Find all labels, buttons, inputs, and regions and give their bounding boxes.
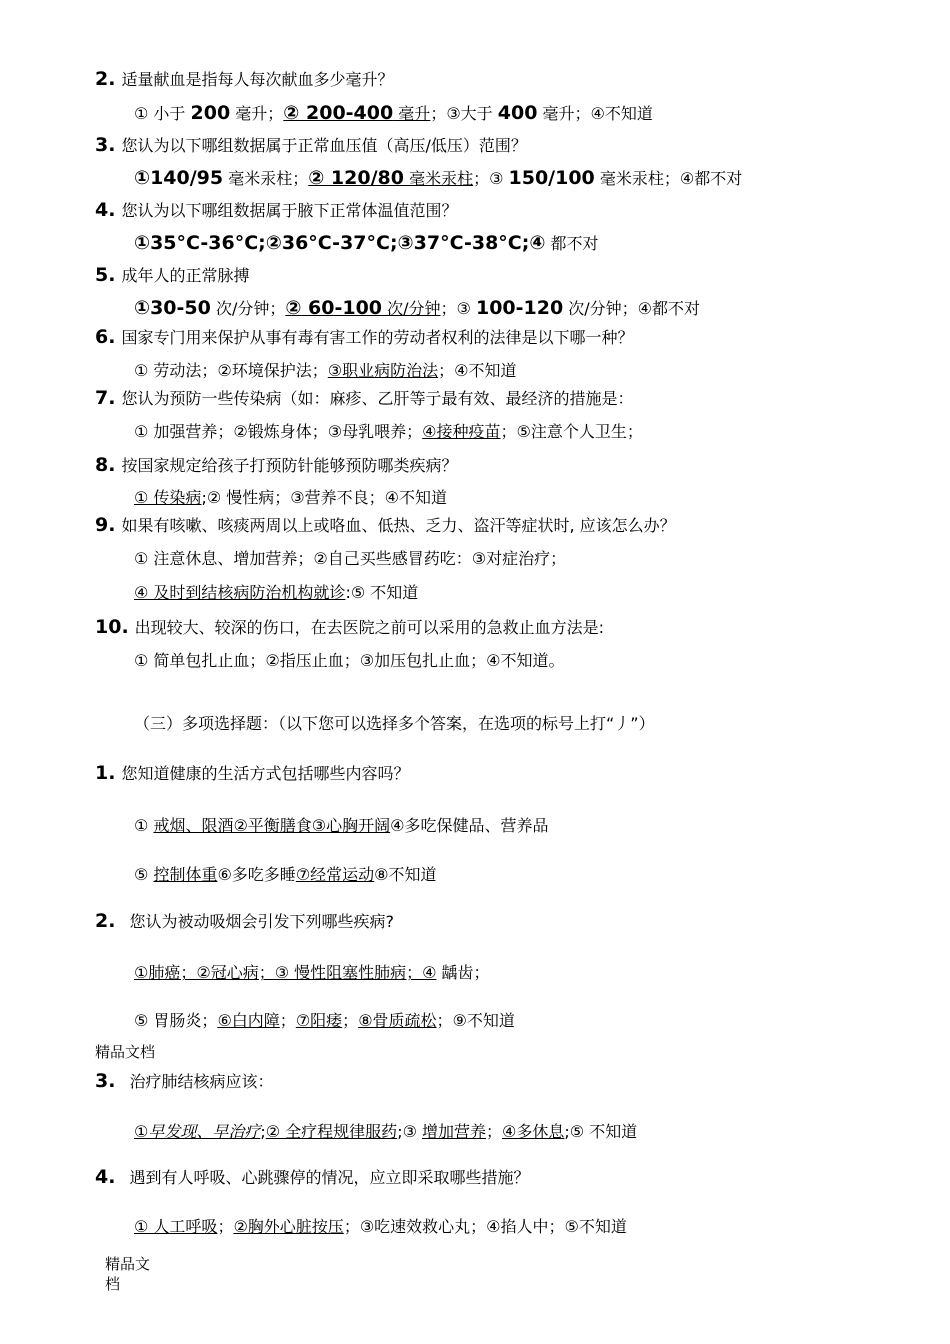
question-4: 4. 您认为以下哪组数据属于腋下正常体温值范围？ (95, 199, 458, 221)
question-10: 10. 出现较大、较深的伤口，在去医院之前可以采用的急救止血方法是: (95, 616, 605, 638)
question-3: 3. 您认为以下哪组数据属于正常血压值（高压/低压）范围？ (95, 134, 527, 156)
question-7: 7. 您认为预防一些传染病（如：麻疹、乙肝等亍最有效、最经济的措施是： (95, 387, 634, 409)
section-heading: （三）多项选择题：（以下您可以选择多个答案，在选项的标号上打“丿”） (134, 714, 655, 733)
mc-options-q3: ①早发现、早治疗;② 全疗程规律服药;③ 增加营养；④多休息;⑤ 不知道 (134, 1122, 638, 1141)
question-2: 2. 适量献血是指每人每次献血多少毫升？ (95, 68, 394, 90)
mc-question-1: 1. 您知道健康的生活方式包括哪些内容吗？ (95, 762, 410, 784)
question-5: 5. 成年人的正常脉搏 (95, 264, 250, 286)
mc-options-q1-line2: ⑤ 控制体重⑥多吃多睡⑦经常运动⑧不知道 (134, 865, 437, 884)
mc-options-q2-line1: ①肺癌；②冠心病；③ 慢性阻塞性肺病；④ 龋齿； (134, 963, 490, 982)
options-q9-line2: ④ 及时到结核病防治机构就诊:⑤ 不知道 (134, 583, 419, 602)
mc-options-q2-line2: ⑤ 胃肠炎；⑥白内障；⑦阳痿；⑧骨质疏松；⑨不知道 (134, 1011, 515, 1030)
mc-question-3: 3. 治疗肺结核病应该： (95, 1070, 274, 1092)
options-q8: ① 传染病;② 慢性病；③营养不良；④不知道 (134, 488, 447, 507)
options-q3: ①140/95 毫米汞柱；② 120/80 毫米汞柱；③ 150/100 毫米汞柱；④都不对 (134, 167, 743, 189)
options-q6: ① 劳动法；②环境保护法；③职业病防治法；④不知道 (134, 361, 517, 380)
options-q10: ① 简单包扎止血；②指压止血；③加压包扎止血；④不知道。 (134, 651, 565, 670)
options-q9-line1: ① 注意休息、增加营养；②自己买些感冒药吃：③对症治疗； (134, 549, 567, 568)
question-9: 9. 如果有咳嗽、咳痰两周以上或咯血、低热、乏力、盗汗等症状时, 应该怎么办？ (95, 514, 676, 536)
mc-options-q4: ① 人工呼吸；②胸外心脏按压；③吃速效救心丸；④掐人中；⑤不知道 (134, 1217, 627, 1236)
mc-question-4: 4. 遇到有人呼吸、心跳骤停的情况，应立即采取哪些措施？ (95, 1166, 530, 1188)
watermark-footer-bottom: 精品文 档 (105, 1255, 151, 1293)
options-q7: ① 加强营养；②锻炼身体；③母乳喂养；④接种疫苗；⑤注意个人卫生； (134, 422, 643, 441)
question-6: 6. 国家专门用来保护从事有毒有害工作的劳动者权利的法律是以下哪一种？ (95, 326, 634, 348)
mc-options-q1-line1: ① 戒烟、限酒②平衡膳食③心胸开阔④多吃保健品、营养品 (134, 816, 549, 835)
question-8: 8. 按国家规定给孩子打预防针能够预防哪类疾病？ (95, 454, 458, 476)
options-q5: ①30-50 次/分钟；② 60-100 次/分钟；③ 100-120 次/分钟；④都不对 (134, 297, 701, 319)
mc-question-2: 2. 您认为被动吸烟会引发下列哪些疾病? (95, 910, 394, 932)
watermark-footer: 精品文档 (95, 1043, 156, 1061)
options-q4: ①35°C-36°C;②36°C-37°C;③37°C-38°C;④ 都不对 (134, 232, 599, 254)
options-q2: ① 小于 200 毫升；② 200-400 毫升；③大于 400 毫升；④不知道 (134, 102, 653, 124)
